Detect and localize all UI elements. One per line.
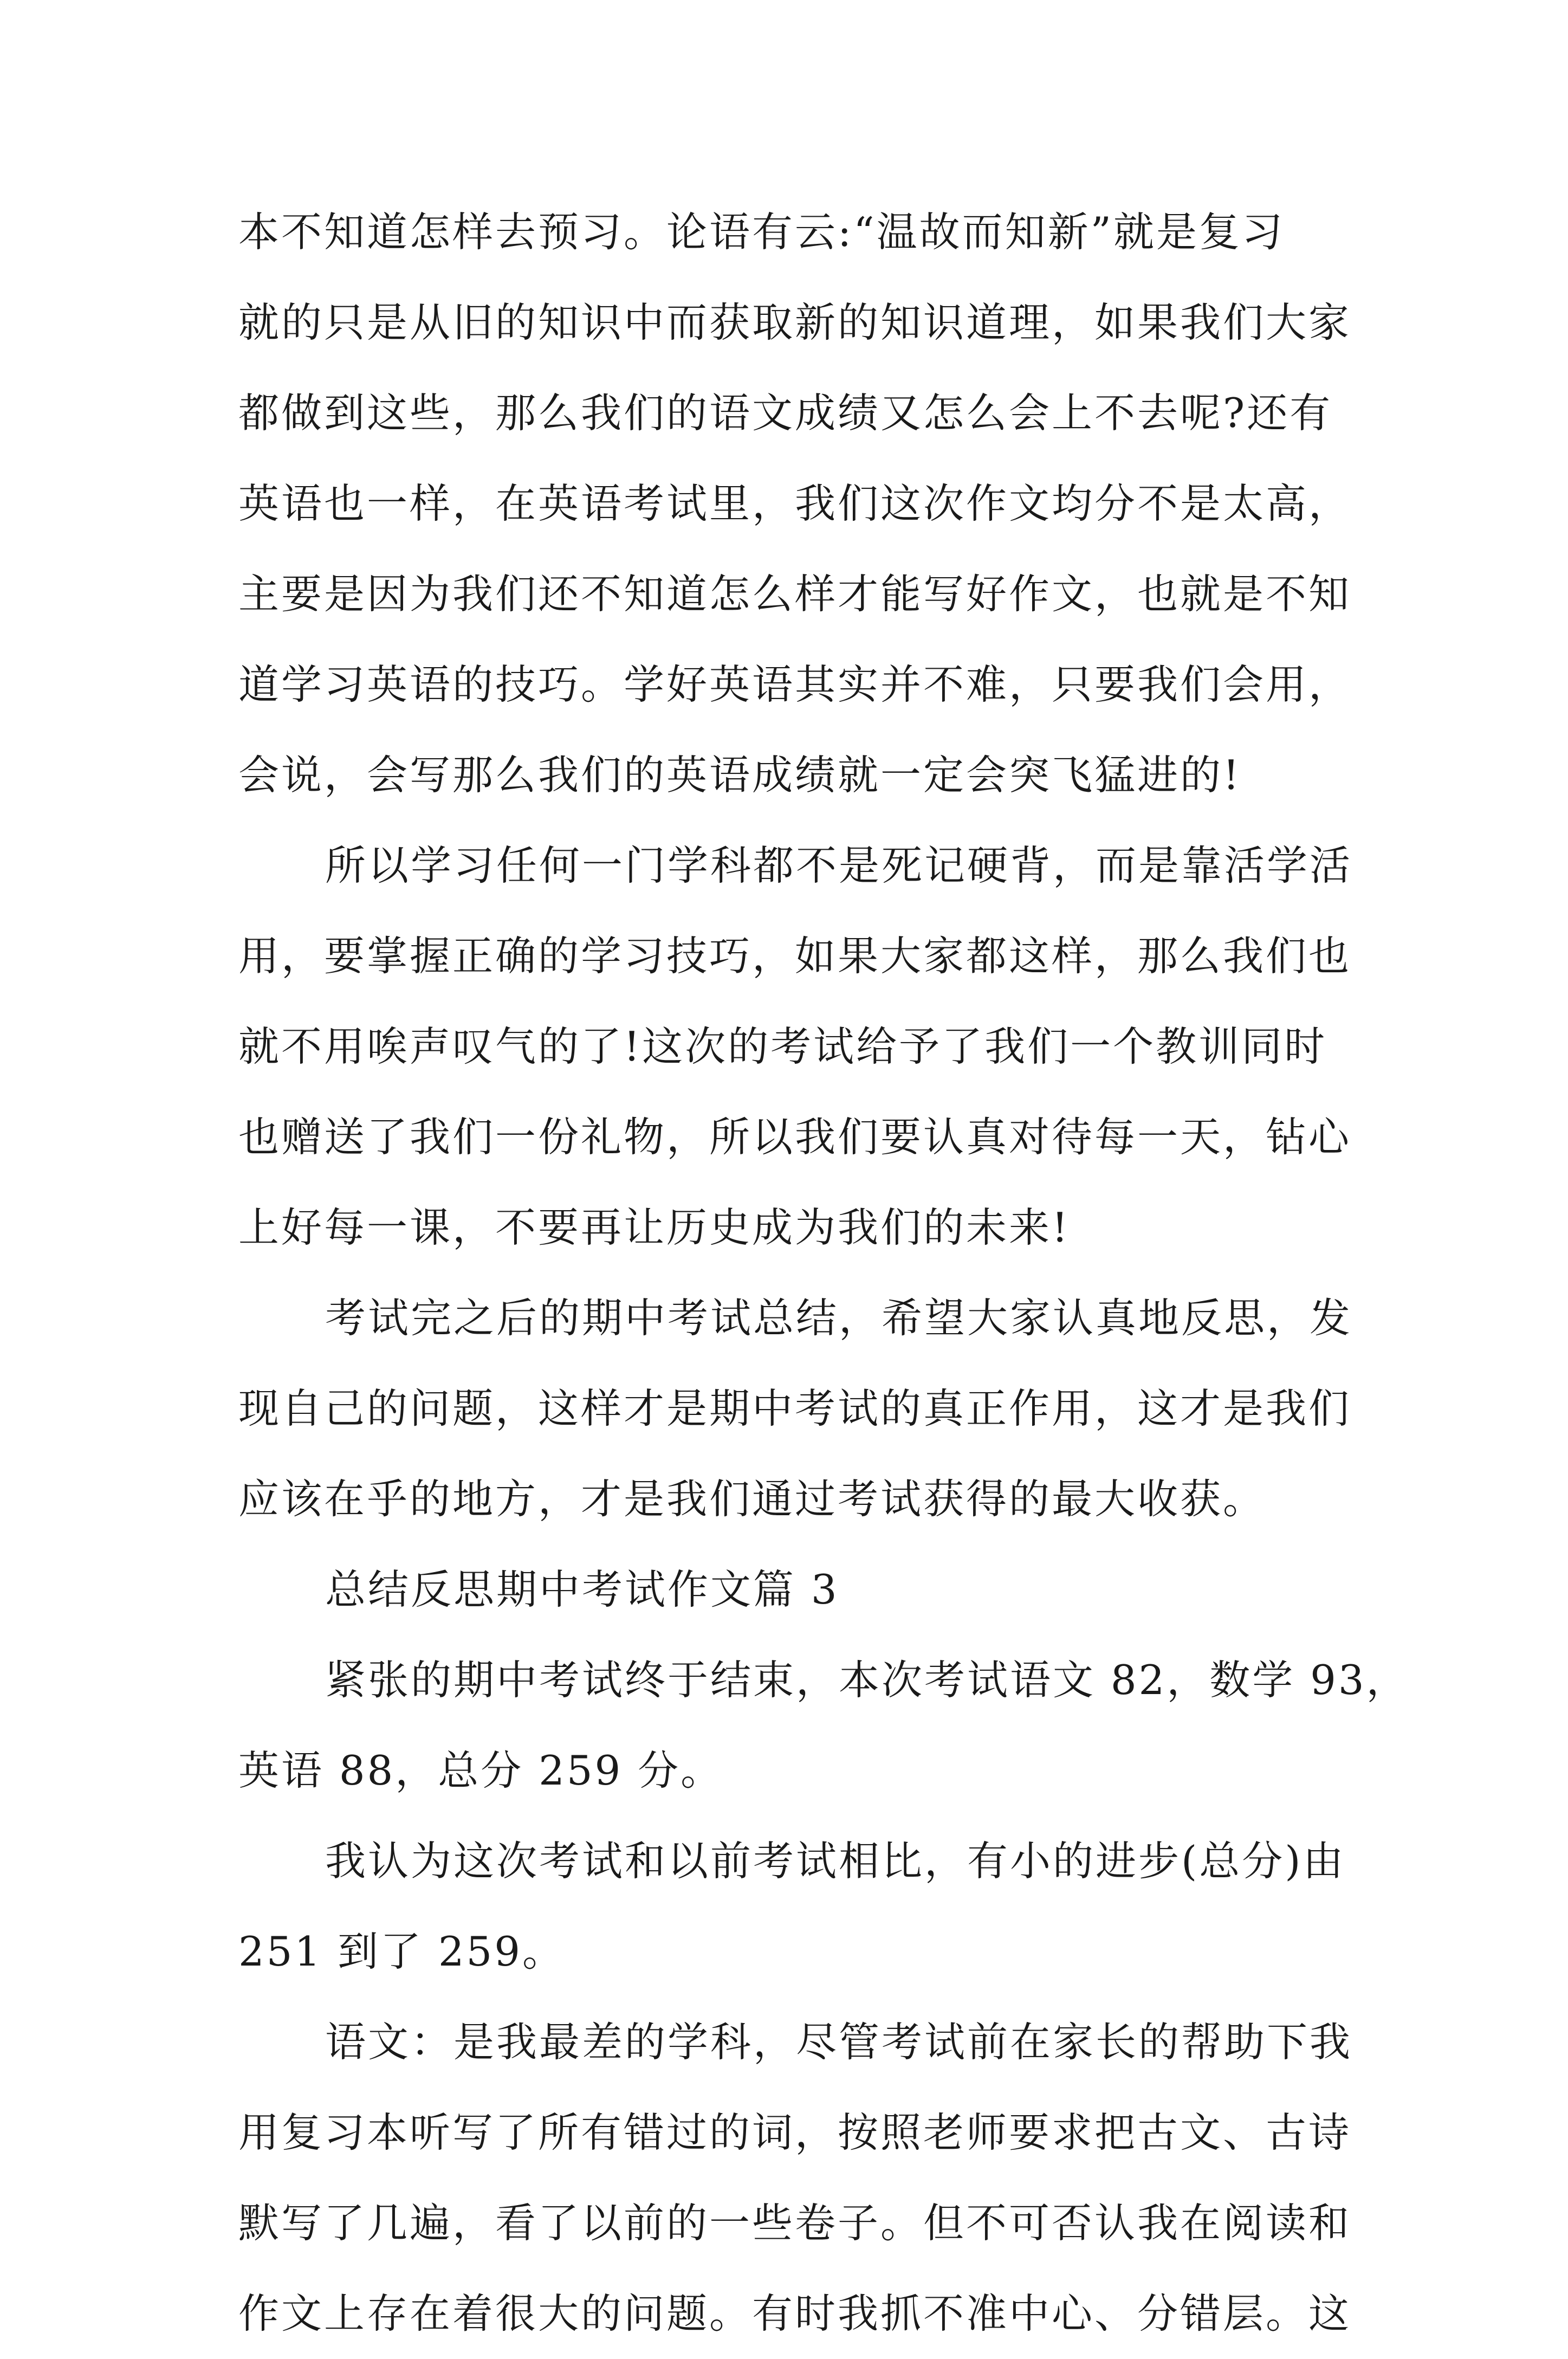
text-line: 道学习英语的技巧。学好英语其实并不难，只要我们会用， bbox=[238, 661, 1352, 708]
text-line: 用，要掌握正确的学习技巧，如果大家都这样，那么我们也 bbox=[238, 932, 1352, 980]
text-line: 紧张的期中考试终于结束，本次考试语文 82，数学 93， bbox=[325, 1656, 1409, 1704]
text-line: 用复习本听写了所有错过的词，按照老师要求把古文、古诗 bbox=[238, 2109, 1352, 2156]
text-line: 都做到这些，那么我们的语文成绩又怎么会上不去呢?还有 bbox=[238, 389, 1333, 437]
text-line: 考试完之后的期中考试总结，希望大家认真地反思，发 bbox=[325, 1294, 1353, 1342]
text-line: 默写了几遍，看了以前的一些卷子。但不可否认我在阅读和 bbox=[238, 2199, 1352, 2247]
text-line: 会说，会写那么我们的英语成绩就一定会突飞猛进的! bbox=[238, 751, 1242, 799]
document-body bbox=[238, 187, 1409, 2359]
text-line: 我认为这次考试和以前考试相比，有小的进步(总分)由 bbox=[325, 1837, 1346, 1885]
text-line: 所以学习任何一门学科都不是死记硬背，而是靠活学活 bbox=[325, 842, 1353, 889]
text-line: 英语 88，总分 259 分。 bbox=[238, 1747, 724, 1794]
text-line: 251 到了 259。 bbox=[238, 1928, 565, 1975]
text-line: 本不知道怎样去预习。论语有云:“温故而知新”就是复习 bbox=[238, 208, 1285, 256]
text-line: 就不用唉声叹气的了!这次的考试给予了我们一个教训同时 bbox=[238, 1023, 1327, 1070]
text-line: 总结反思期中考试作文篇 3 bbox=[325, 1566, 839, 1613]
text-line: 主要是因为我们还不知道怎么样才能写好作文，也就是不知 bbox=[238, 570, 1352, 618]
text-line: 英语也一样，在英语考试里，我们这次作文均分不是太高， bbox=[238, 480, 1352, 527]
text-line: 也赠送了我们一份礼物，所以我们要认真对待每一天，钻心 bbox=[238, 1113, 1352, 1161]
text-line: 作文上存在着很大的问题。有时我抓不准中心、分错层。这 bbox=[238, 2290, 1352, 2337]
text-line: 语文：是我最差的学科，尽管考试前在家长的帮助下我 bbox=[325, 2018, 1353, 2066]
text-line: 上好每一课，不要再让历史成为我们的未来! bbox=[238, 1204, 1071, 1251]
text-line: 就的只是从旧的知识中而获取新的知识道理，如果我们大家 bbox=[238, 299, 1352, 346]
text-line: 现自己的问题，这样才是期中考试的真正作用，这才是我们 bbox=[238, 1385, 1352, 1432]
text-line: 应该在乎的地方，才是我们通过考试获得的最大收获。 bbox=[238, 1475, 1266, 1523]
